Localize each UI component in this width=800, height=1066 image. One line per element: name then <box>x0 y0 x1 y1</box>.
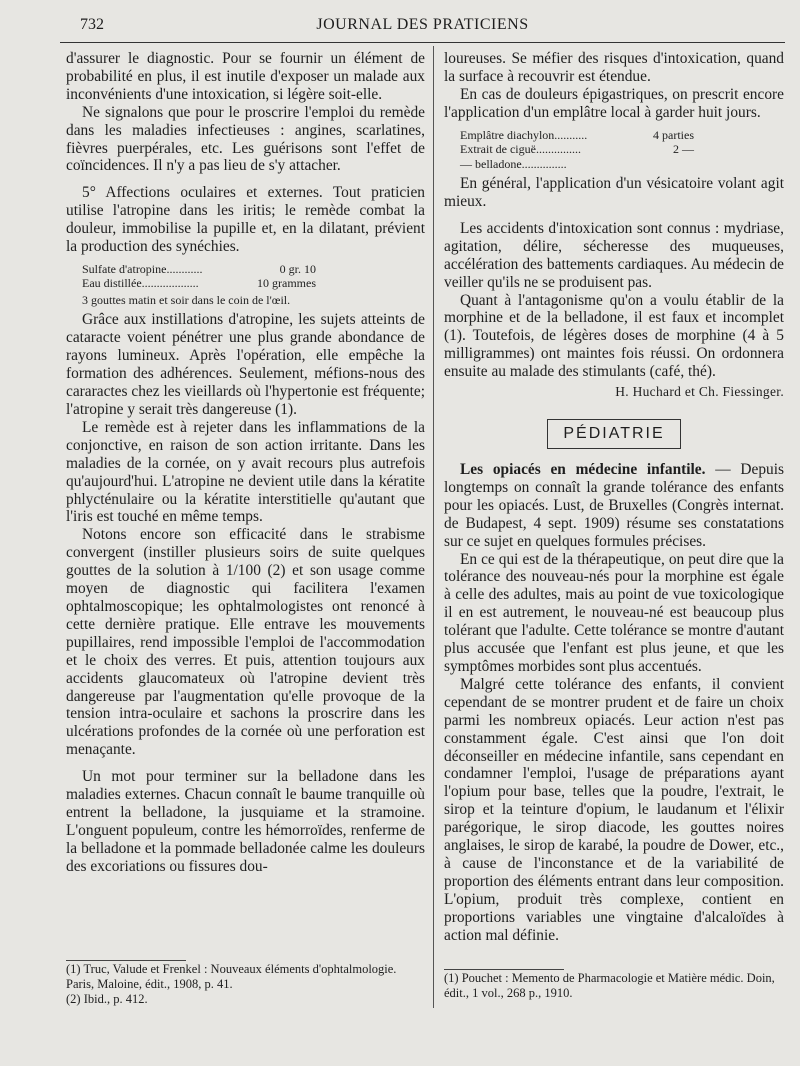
quantity: 2 — <box>673 142 694 157</box>
paragraph: Quant à l'antagonisme qu'on a voulu établir de la morphine et de la belladone, il est faux et incomplet (1). Toutefois, de légères doses de morphine (4 à 5 milligrammes) ont maintes fois réussi. On ordonnera ensuite au malade des stimulants (café, thé). <box>444 291 784 381</box>
paragraph: En général, l'application d'un vésicatoire volant agit mieux. <box>444 175 784 211</box>
paragraph: Les accidents d'intoxication sont connus : mydriase, agitation, délire, sécheresse des muqueuses, accélération des battements cardiaques. Au médecin de veiller qu'ils ne se produisent pas. <box>444 219 784 291</box>
header-rule <box>60 42 785 43</box>
paragraph-text: — Depuis longtemps on connaît la grande tolérance des enfants pour les opiacés. Lust, de Bruxelles (Congrès internat. de Budapest, 4 sept. 1909) résume ses constatations sur ce sujet en quelques formules précises. <box>444 461 784 550</box>
ingredient: Sulfate d'atropine............ <box>82 261 203 276</box>
paragraph: Ne signalons que pour le proscrire l'emploi du remède dans les maladies infectieuses : angines, scarlatines, fièvres puerpérales, etc. Les guérisons sont l'effet de coïncidences. Il n'y a pas lieu de s'y attacher. <box>66 103 425 175</box>
author-signature: H. Huchard et Ch. Fiessinger. <box>615 384 784 400</box>
paragraph: En cas de douleurs épigastriques, on prescrit encore l'application d'un emplâtre local à garder huit jours. <box>444 85 784 121</box>
ingredient: Emplâtre diachylon........... <box>460 127 588 142</box>
page-header <box>60 12 785 42</box>
paragraph: En ce qui est de la thérapeutique, on peut dire que la tolérance des nouveau-nés pour la morphine est égale à celle des adultes, mais au point de vue toxicologique il en est autrement, le nouveau-né est beaucoup plus tolérant que l'adulte. Cette tolérance se montre d'autant plus accusée que l'enfant est plus jeune, et que les symptômes morbides sont plus accentués. <box>444 550 784 675</box>
column-separator <box>433 46 434 1008</box>
paragraph: Un mot pour terminer sur la belladone dans les maladies externes. Chacun connaît le baume tranquille où entrent la belladone, la jusquiame et la stramoine. L'onguent populeum, contre les hémorroïdes, renferme de la belladone et la pommade belladonée calme les douleurs des excoriations ou fissures dou- <box>66 768 425 875</box>
prescription-plaster <box>460 128 784 172</box>
left-column <box>66 50 425 876</box>
footnote: (2) Ibid., p. 412. <box>66 992 148 1006</box>
quantity: 4 parties <box>653 127 694 142</box>
footnote: (1) Truc, Valude et Frenkel : Nouveaux éléments d'ophtalmologie. Paris, Maloine, édit., 1908, p. 41. <box>66 962 397 991</box>
section-heading-pediatrie: PÉDIATRIE <box>547 419 681 449</box>
journal-title: JOURNAL DES PRATICIENS <box>316 16 529 33</box>
footnote-rule <box>444 969 564 970</box>
paragraph: Le remède est à rejeter dans les inflammations de la conjonctive, en raison de son action irritante. Dans les maladies de la cornée, on y avait recours plus autrefois qu'aujourd'hui. L'atropine ne devient utile dans la kératite phlycténulaire ou la kératite interstitielle qu'autant que l'iris est touché en même temps. <box>66 418 425 526</box>
paragraph: d'assurer le diagnostic. Pour se fournir un élément de probabilité en plus, il est inutile d'exposer un malade aux inconvénients d'une intoxication, si légère soit-elle. <box>66 50 425 103</box>
footnotes-left <box>66 962 425 1007</box>
article-title: Les opiacés en médecine infantile. <box>460 461 706 478</box>
page-number: 732 <box>80 16 104 33</box>
paragraph: Malgré cette tolérance des enfants, il convient cependant de se montrer prudent et de faire un choix parmi les nombreux opiacés. Leur action n'est pas constamment égale. C'est ainsi que l'on doit déconseiller en médecine infantile, sans cependant en condamner l'emploi, l'usage de préparations ayant l'opium pour base, telles que la poudre, l'extrait, le sirop et la teinture d'opium, le laudanum et l'élixir parégorique, le sirop diacode, les gouttes noires anglaises, le sirop de karabé, la poudre de Dower, etc., à cause de l'inconstance et de la variabilité de proportion des éléments entrant dans leur composition. L'opium, produit très complexe, contient en proportions variables une vingtaine d'alcaloïdes à action mal définie. <box>444 675 784 944</box>
footnotes-right <box>444 971 784 1001</box>
ingredient: Eau distillée................... <box>82 276 199 291</box>
paragraph <box>444 461 784 551</box>
prescription-atropine <box>82 262 425 308</box>
ingredient: — belladone............... <box>460 156 567 171</box>
quantity: 10 grammes <box>257 276 316 291</box>
paragraph: Notons encore son efficacité dans le strabisme convergent (instiller plusieurs soirs de suite quelques gouttes de la solution à 1/100 (2) et son usage comme moyen de diagnostic qui facilitera l'examen ophtalmoscopique; les ophtalmologistes ont renoncé à cette dernière pratique. Elle entrave les mouvements pupillaires, rend impossible l'emploi de l'accommodation et le choix des verres. Et puis, attention toujours aux accidents glaucomateux où l'atropine devient très dangereuse par l'augmentation qu'elle provoque de la tension intra-oculaire et sachons la proscrire dans les ulcérations profondes de la cornée où une perforation est menaçante. <box>66 526 425 759</box>
footnote-rule <box>66 960 186 961</box>
quantity: 0 gr. 10 <box>279 261 316 276</box>
paragraph: loureuses. Se méfier des risques d'intoxication, quand la surface à recouvrir est étendue. <box>444 50 784 85</box>
right-column <box>444 50 784 944</box>
ingredient: Extrait de ciguë............... <box>460 142 581 157</box>
paragraph: Grâce aux instillations d'atropine, les sujets atteints de cataracte voient pénétrer une plus grande abondance de rayons lumineux. Après l'opération, elle empêche la formation des adhérences. Seulement, méfions-nous des cararactes chez les vieillards où l'hypertonie est fréquente; l'atropine y serait très dangereuse (1). <box>66 311 425 418</box>
footnote: (1) Pouchet : Memento de Pharmacologie et Matière médic. Doin, édit., 1 vol., 268 p., 1910. <box>444 971 775 1000</box>
prescription-note: 3 gouttes matin et soir dans le coin de l'œil. <box>82 292 291 307</box>
paragraph: 5° Affections oculaires et externes. Tout praticien utilise l'atropine dans les iritis; le remède combat la douleur, immobilise la pupille et, en la dilatant, prévient la production des synéchies. <box>66 184 425 256</box>
